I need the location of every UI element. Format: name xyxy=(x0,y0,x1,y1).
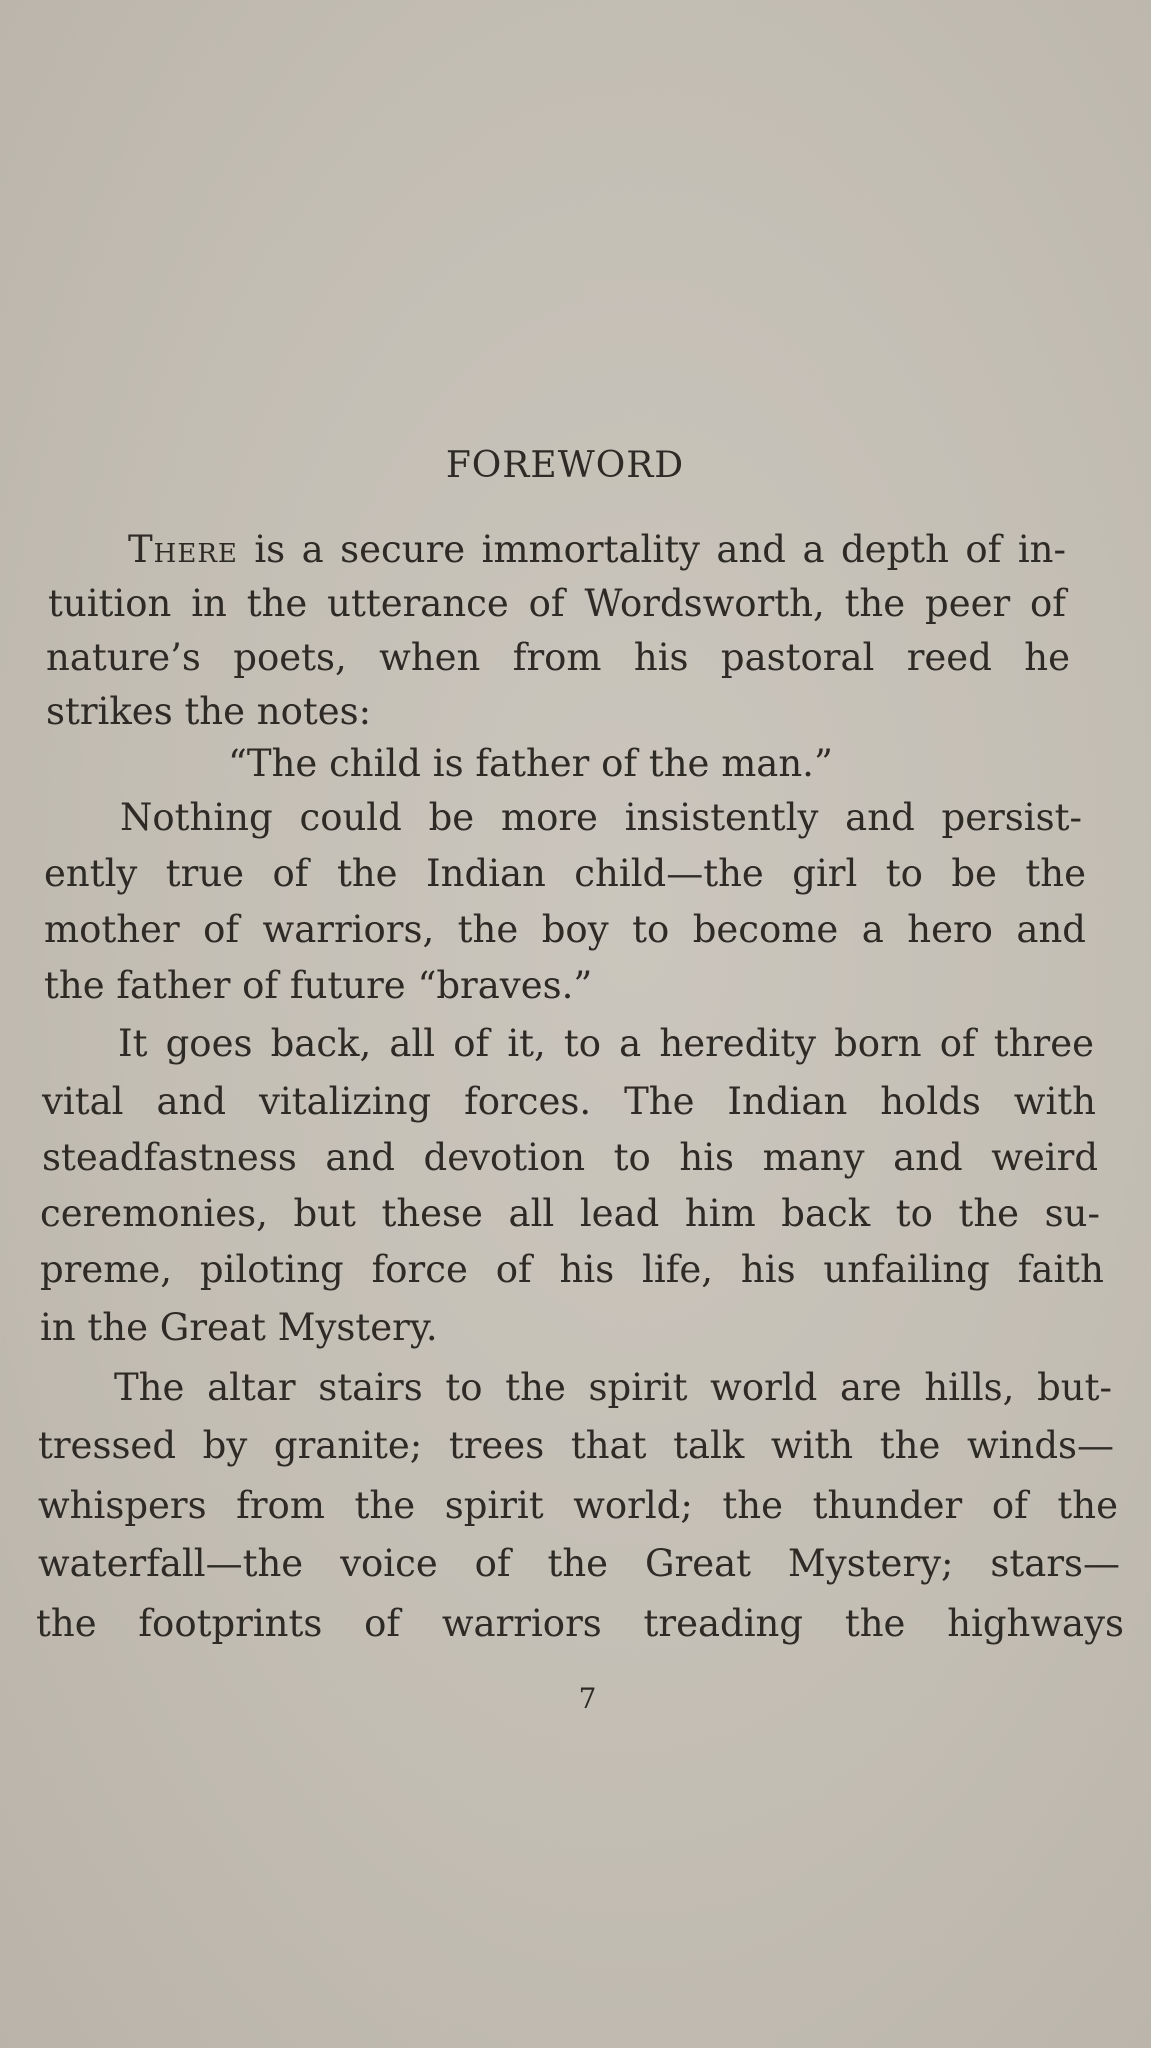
text-line: The altar stairs to the spirit world are hills, but- xyxy=(114,1366,1112,1409)
text-line: tuition in the utterance of Wordsworth, the peer of xyxy=(48,582,1066,625)
text-line: It goes back, all of it, to a heredity born of three xyxy=(118,1022,1094,1065)
page-heading: FOREWORD xyxy=(445,445,685,486)
line-text: is a secure immortality and a depth of in- xyxy=(237,528,1066,571)
text-line: nature’s poets, when from his pastoral reed he xyxy=(46,636,1070,679)
text-line: waterfall—the voice of the Great Mystery; stars— xyxy=(38,1542,1120,1585)
text-line: mother of warriors, the boy to become a hero and xyxy=(44,908,1086,951)
text-line: Nothing could be more insistently and persist- xyxy=(120,796,1082,839)
page-number: 7 xyxy=(578,1682,597,1715)
text-line: strikes the notes: xyxy=(46,690,372,733)
text-line: preme, piloting force of his life, his unfailing faith xyxy=(40,1248,1104,1291)
text-line: tressed by granite; trees that talk with the winds— xyxy=(38,1424,1114,1467)
text-line: ently true of the Indian child—the girl to be the xyxy=(44,852,1086,895)
text-line: in the Great Mystery. xyxy=(40,1306,438,1349)
text-line: steadfastness and devotion to his many and weird xyxy=(42,1136,1098,1179)
text-line: ceremonies, but these all lead him back to the su- xyxy=(40,1192,1100,1235)
drop-word: There xyxy=(128,528,238,571)
verse-quotation: “The child is father of the man.” xyxy=(228,742,833,785)
text-line: the footprints of warriors treading the highways xyxy=(36,1602,1124,1645)
text-line xyxy=(128,528,1066,572)
text-line: whispers from the spirit world; the thunder of the xyxy=(38,1484,1118,1527)
text-line: the father of future “braves.” xyxy=(44,964,593,1007)
text-line: vital and vitalizing forces. The Indian holds with xyxy=(42,1080,1096,1123)
